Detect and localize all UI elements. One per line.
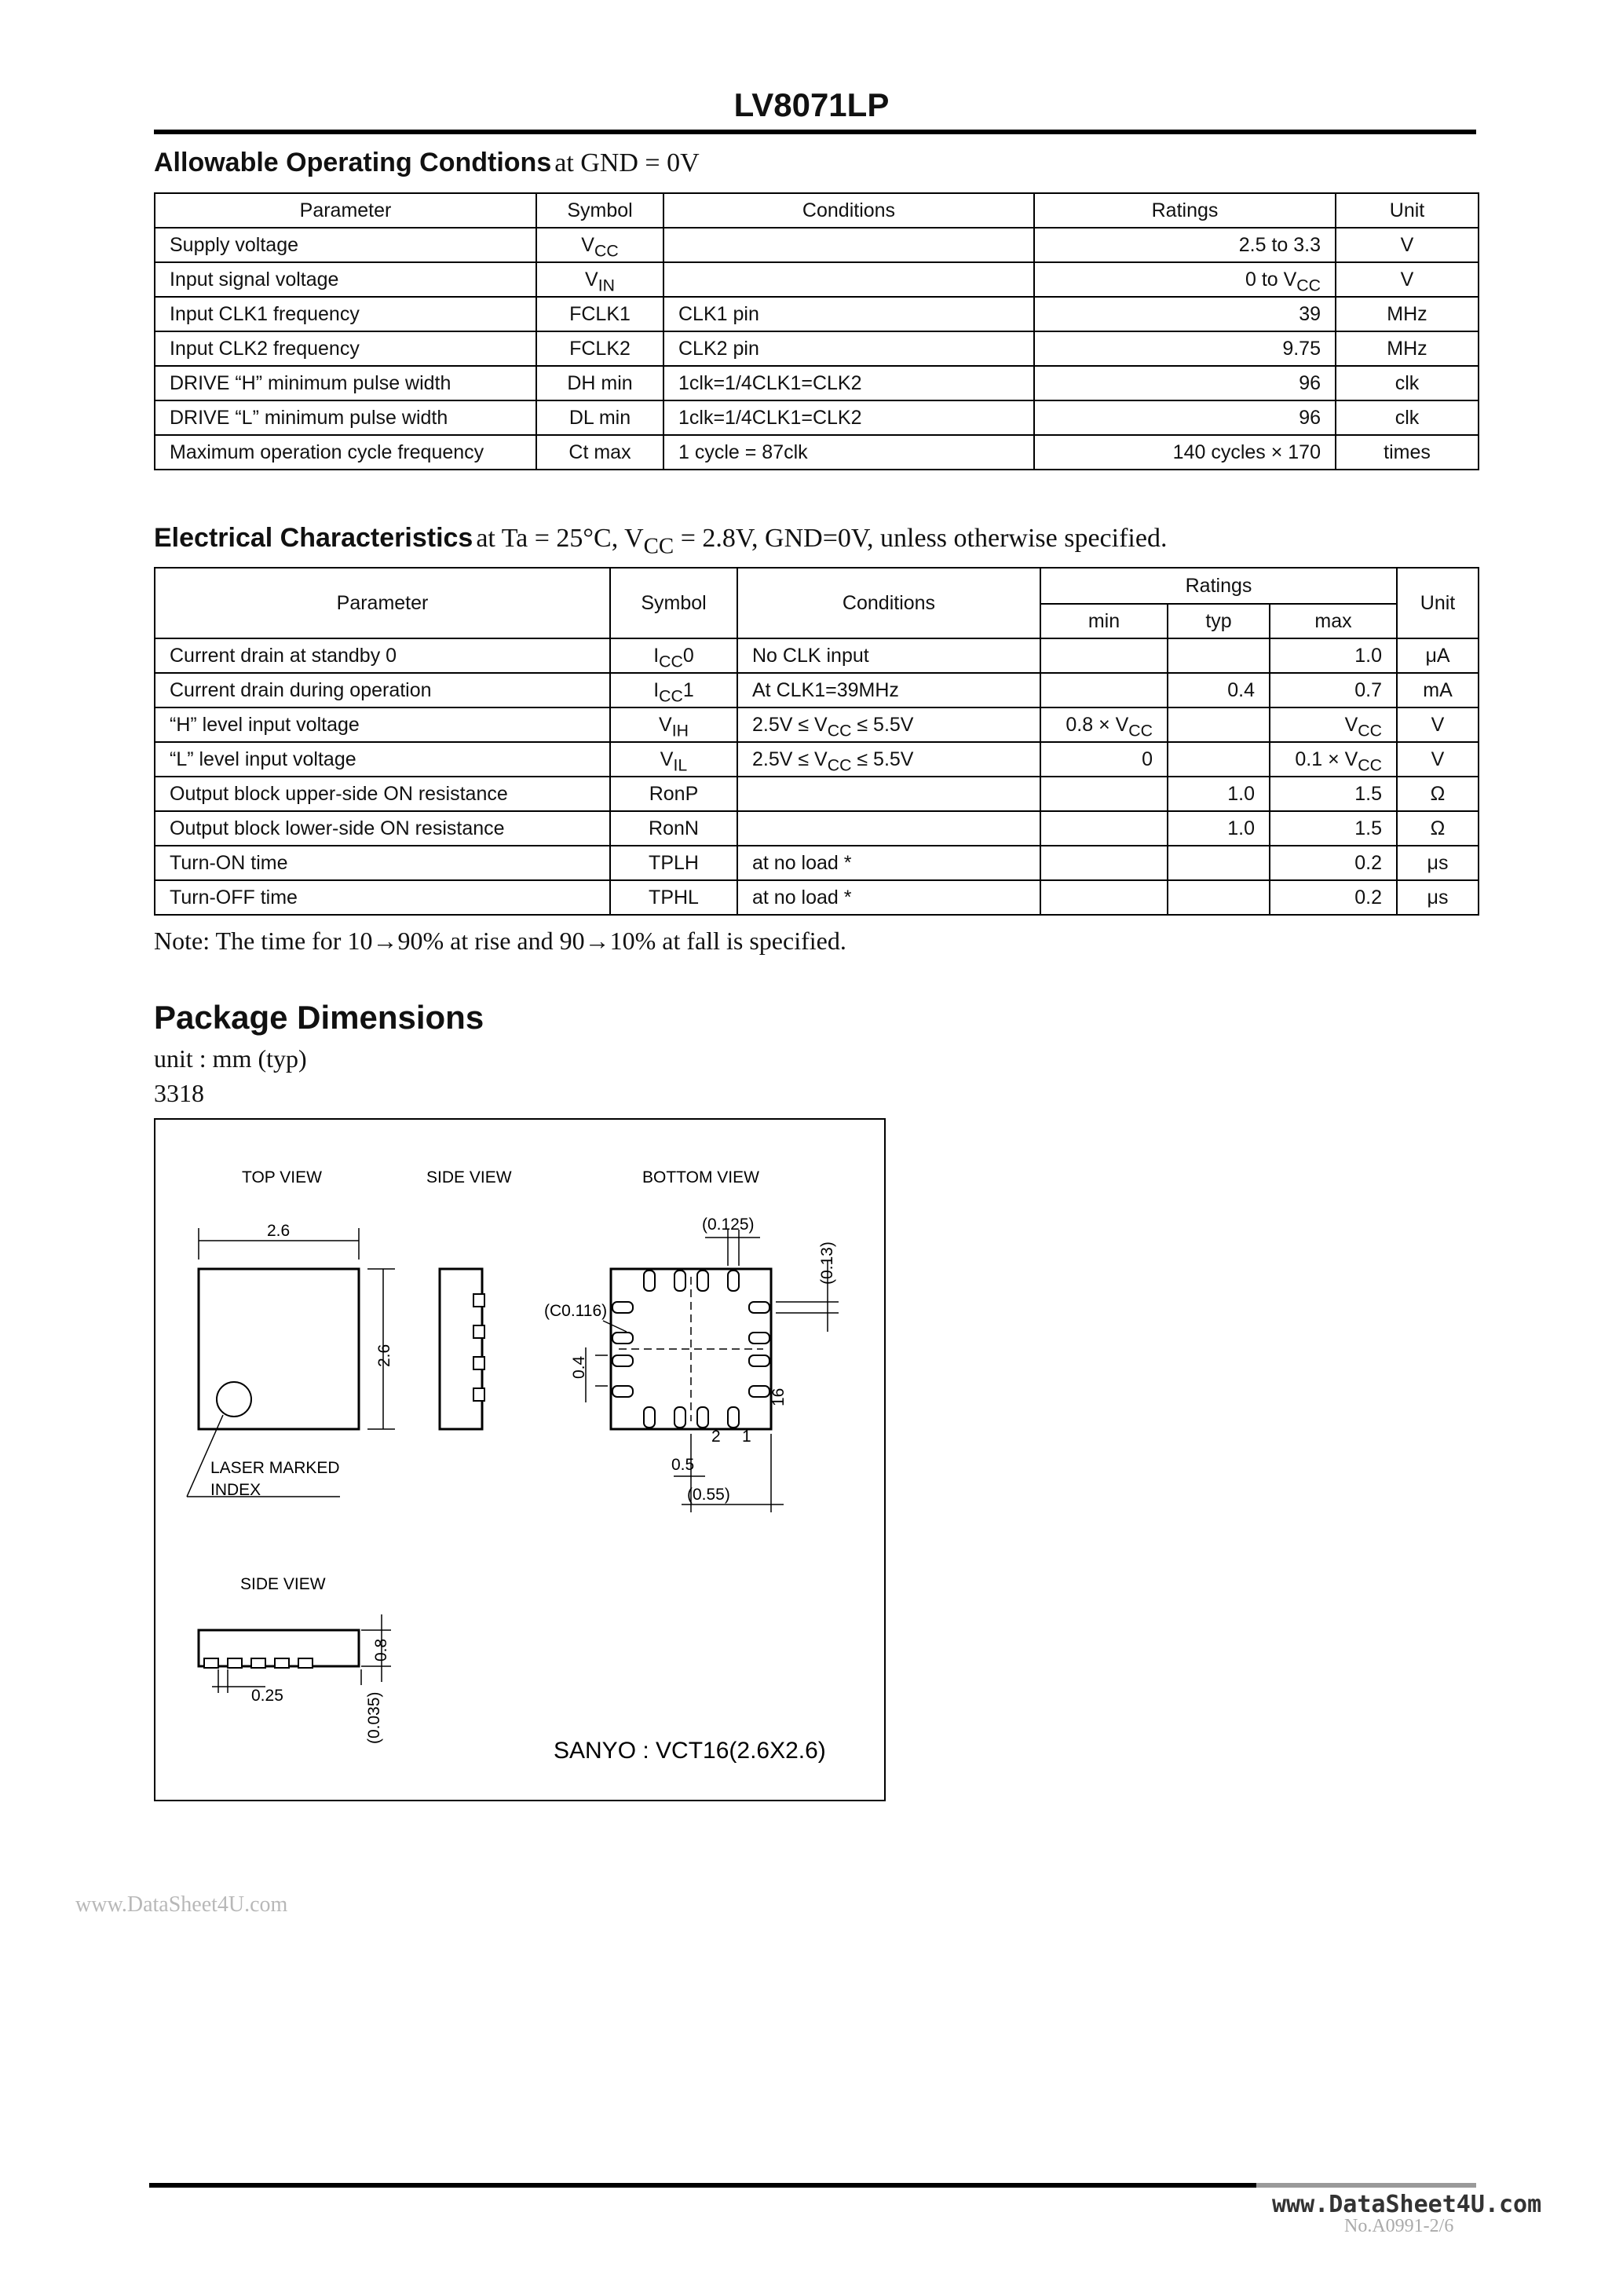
table-row [155, 400, 1479, 435]
unit-cell: V [1397, 742, 1479, 777]
table-row [155, 638, 1479, 673]
min-cell: $0.8 \times V_{CC}$ [1040, 707, 1168, 742]
column-header: typ [1168, 604, 1270, 638]
max-cell: 0.7 [1270, 673, 1397, 707]
parameter-cell: Current drain at standby 0 [155, 638, 610, 673]
conditions-cell: $2.5V \le V_{CC} \le 5.5V$ [737, 707, 1040, 742]
ratings-cell: 2.5 to 3.3 [1034, 228, 1336, 262]
ratings-cell: 39 [1034, 297, 1336, 331]
table-row [155, 742, 1479, 777]
parameter-cell: Input signal voltage [155, 262, 536, 297]
symbol-cell: FCLK1 [536, 297, 663, 331]
min-cell [1040, 811, 1168, 846]
unit-cell: clk [1336, 366, 1479, 400]
ratings-cell: 0 to $V_{CC}$ [1034, 262, 1336, 297]
typ-cell: 1.0 [1168, 777, 1270, 811]
side-view-label: SIDE VIEW [426, 1168, 512, 1186]
typ-cell [1168, 742, 1270, 777]
max-cell: 1.0 [1270, 638, 1397, 673]
unit-cell: Ω [1397, 811, 1479, 846]
unit-cell: V [1397, 707, 1479, 742]
unit-cell: Ω [1397, 777, 1479, 811]
min-cell [1040, 638, 1168, 673]
conditions-cell: at no load * [737, 880, 1040, 915]
column-header: Parameter [155, 568, 610, 638]
document-title: LV8071LP [733, 86, 890, 123]
typ-cell [1168, 880, 1270, 915]
conditions-cell: at no load * [737, 846, 1040, 880]
table-header-row [155, 568, 1479, 604]
symbol-cell: TPLH [610, 846, 737, 880]
package-unit: unit : mm (typ) [154, 1044, 307, 1073]
unit-cell: times [1336, 435, 1479, 470]
typ-cell [1168, 846, 1270, 880]
column-header: Unit [1336, 193, 1479, 228]
max-cell: $0.1 \times V_{CC}$ [1270, 742, 1397, 777]
conditions-cell: 1 cycle = 87clk [663, 435, 1034, 470]
parameter-cell: Input CLK2 frequency [155, 331, 536, 366]
symbol-cell: TPHL [610, 880, 737, 915]
unit-cell: μs [1397, 846, 1479, 880]
conditions-cell [737, 777, 1040, 811]
max-cell: 1.5 [1270, 811, 1397, 846]
laser-marked-label: LASER MARKED [210, 1459, 340, 1477]
parameter-cell: Output block lower-side ON resistance [155, 811, 610, 846]
table-row [155, 811, 1479, 846]
table-row [155, 846, 1479, 880]
conditions-cell: At CLK1=39MHz [737, 673, 1040, 707]
column-header: Symbol [536, 193, 663, 228]
unit-cell: μs [1397, 880, 1479, 915]
ratings-cell: 96 [1034, 400, 1336, 435]
symbol-cell: $V_{CC}$ [536, 228, 663, 262]
unit-cell: MHz [1336, 331, 1479, 366]
parameter-cell: Supply voltage [155, 228, 536, 262]
parameter-cell: “L” level input voltage [155, 742, 610, 777]
conditions-cell: CLK2 pin [663, 331, 1034, 366]
min-cell [1040, 673, 1168, 707]
table-header-row [155, 193, 1479, 228]
pad-pitch-dimension: (0.13) [818, 1241, 836, 1285]
edge-dimension: 0.5 [671, 1456, 695, 1474]
symbol-cell: FCLK2 [536, 331, 663, 366]
column-header: Ratings [1034, 193, 1336, 228]
conditions-cell [737, 811, 1040, 846]
column-header: Conditions [737, 568, 1040, 638]
unit-cell: mA [1397, 673, 1479, 707]
height-dimension: 2.6 [375, 1344, 393, 1367]
parameter-cell: DRIVE “L” minimum pulse width [155, 400, 536, 435]
parameter-cell: Output block upper-side ON resistance [155, 777, 610, 811]
min-cell [1040, 846, 1168, 880]
conditions-cell: 1clk=1/4CLK1=CLK2 [663, 366, 1034, 400]
parameter-cell: DRIVE “H” minimum pulse width [155, 366, 536, 400]
symbol-cell: $V_{IL}$ [610, 742, 737, 777]
conditions-cell: 1clk=1/4CLK1=CLK2 [663, 400, 1034, 435]
column-header: Parameter [155, 193, 536, 228]
symbol-cell: $I_{CC}0$ [610, 638, 737, 673]
conditions-cell: No CLK input [737, 638, 1040, 673]
unit-cell: clk [1336, 400, 1479, 435]
ratings-cell: 140 cycles × 170 [1034, 435, 1336, 470]
conditions-cell: CLK1 pin [663, 297, 1034, 331]
max-cell: 1.5 [1270, 777, 1397, 811]
footer-site-link[interactable]: www.DataSheet4U.com [1272, 2191, 1542, 2218]
table-row [155, 366, 1479, 400]
symbol-cell: DL min [536, 400, 663, 435]
column-header: Symbol [610, 568, 737, 638]
conditions-cell [663, 262, 1034, 297]
unit-cell: μA [1397, 638, 1479, 673]
standoff-dimension: (0.035) [365, 1691, 383, 1744]
pin-1-label: 1 [742, 1428, 751, 1446]
min-cell [1040, 880, 1168, 915]
parameter-cell: Turn-OFF time [155, 880, 610, 915]
top-view-label: TOP VIEW [242, 1168, 322, 1186]
unit-cell: V [1336, 262, 1479, 297]
operating-conditions-table [154, 192, 1479, 470]
parameter-cell: Maximum operation cycle frequency [155, 435, 536, 470]
package-code: 3318 [154, 1079, 204, 1107]
parameter-cell: Turn-ON time [155, 846, 610, 880]
operating-conditions-title: Allowable Operating Condtions [154, 148, 552, 177]
electrical-heading [154, 523, 1168, 559]
parameter-cell: “H” level input voltage [155, 707, 610, 742]
symbol-cell: Ct max [536, 435, 663, 470]
column-header: Unit [1397, 568, 1479, 638]
typ-cell: 1.0 [1168, 811, 1270, 846]
watermark: www.DataSheet4U.com [75, 1892, 288, 1917]
symbol-cell: $V_{IH}$ [610, 707, 737, 742]
index-label: INDEX [210, 1481, 261, 1499]
pad-width-dimension: (0.125) [702, 1216, 755, 1234]
column-header: Ratings [1040, 568, 1397, 604]
symbol-cell: $V_{IN}$ [536, 262, 663, 297]
electrical-title: Electrical Characteristics [154, 523, 473, 553]
package-heading: Package Dimensions [154, 999, 484, 1036]
table-row [155, 673, 1479, 707]
lead-width-dimension: 0.25 [251, 1687, 283, 1705]
conditions-cell [663, 228, 1034, 262]
table-row [155, 262, 1479, 297]
symbol-cell: DH min [536, 366, 663, 400]
parameter-cell: Input CLK1 frequency [155, 297, 536, 331]
title-rule [154, 130, 1476, 134]
max-cell: 0.2 [1270, 846, 1397, 880]
min-cell: 0 [1040, 742, 1168, 777]
side-view-lower-label: SIDE VIEW [240, 1575, 326, 1593]
table-row [155, 435, 1479, 470]
parameter-cell: Current drain during operation [155, 673, 610, 707]
document-number: No.A0991-2/6 [1344, 2216, 1454, 2236]
package-drawing [155, 1120, 883, 1798]
operating-conditions-heading [154, 148, 700, 178]
ratings-cell: 96 [1034, 366, 1336, 400]
footer-rule-accent [1256, 2183, 1476, 2188]
unit-cell: MHz [1336, 297, 1479, 331]
side-view-upper [440, 1269, 484, 1429]
sanyo-package-label: SANYO : VCT16(2.6X2.6) [554, 1738, 826, 1764]
edge-dimension-2: (0.55) [687, 1486, 730, 1504]
column-header: max [1270, 604, 1397, 638]
column-header: min [1040, 604, 1168, 638]
pin-16-label: 16 [769, 1387, 788, 1406]
table-row [155, 707, 1479, 742]
unit-cell: V [1336, 228, 1479, 262]
table-row [155, 777, 1479, 811]
electrical-subtitle: at Ta = 25°C, $V_{CC} = 2.8V$, GND=0V, unless otherwise specified. [476, 524, 1168, 559]
typ-cell [1168, 638, 1270, 673]
max-cell: $V_{CC}$ [1270, 707, 1397, 742]
ratings-cell: 9.75 [1034, 331, 1336, 366]
typ-cell [1168, 707, 1270, 742]
table-row [155, 331, 1479, 366]
table-row [155, 228, 1479, 262]
typ-cell: 0.4 [1168, 673, 1270, 707]
electrical-body [155, 638, 1479, 915]
operating-conditions-body [155, 228, 1479, 470]
lead-pitch-dimension: 0.4 [570, 1355, 588, 1379]
width-dimension: 2.6 [267, 1222, 291, 1240]
pin-2-label: 2 [711, 1428, 721, 1446]
symbol-cell: RonP [610, 777, 737, 811]
chamfer-dimension: (C0.116) [544, 1302, 608, 1320]
timing-note: Note: The time for 10→90% at rise and 90→10% at fall is specified. [154, 927, 846, 955]
bottom-view-label: BOTTOM VIEW [642, 1168, 759, 1186]
symbol-cell: $I_{CC}1$ [610, 673, 737, 707]
side-view-lower [199, 1614, 391, 1744]
top-view [187, 1222, 395, 1499]
bottom-view [544, 1216, 839, 1512]
table-row [155, 880, 1479, 915]
electrical-table [154, 567, 1479, 916]
thickness-dimension: 0.8 [372, 1638, 390, 1662]
column-header: Conditions [663, 193, 1034, 228]
conditions-cell: $2.5V \le V_{CC} \le 5.5V$ [737, 742, 1040, 777]
table-row [155, 297, 1479, 331]
symbol-cell: RonN [610, 811, 737, 846]
min-cell [1040, 777, 1168, 811]
max-cell: 0.2 [1270, 880, 1397, 915]
operating-conditions-subtitle: at GND = 0V [554, 148, 700, 177]
